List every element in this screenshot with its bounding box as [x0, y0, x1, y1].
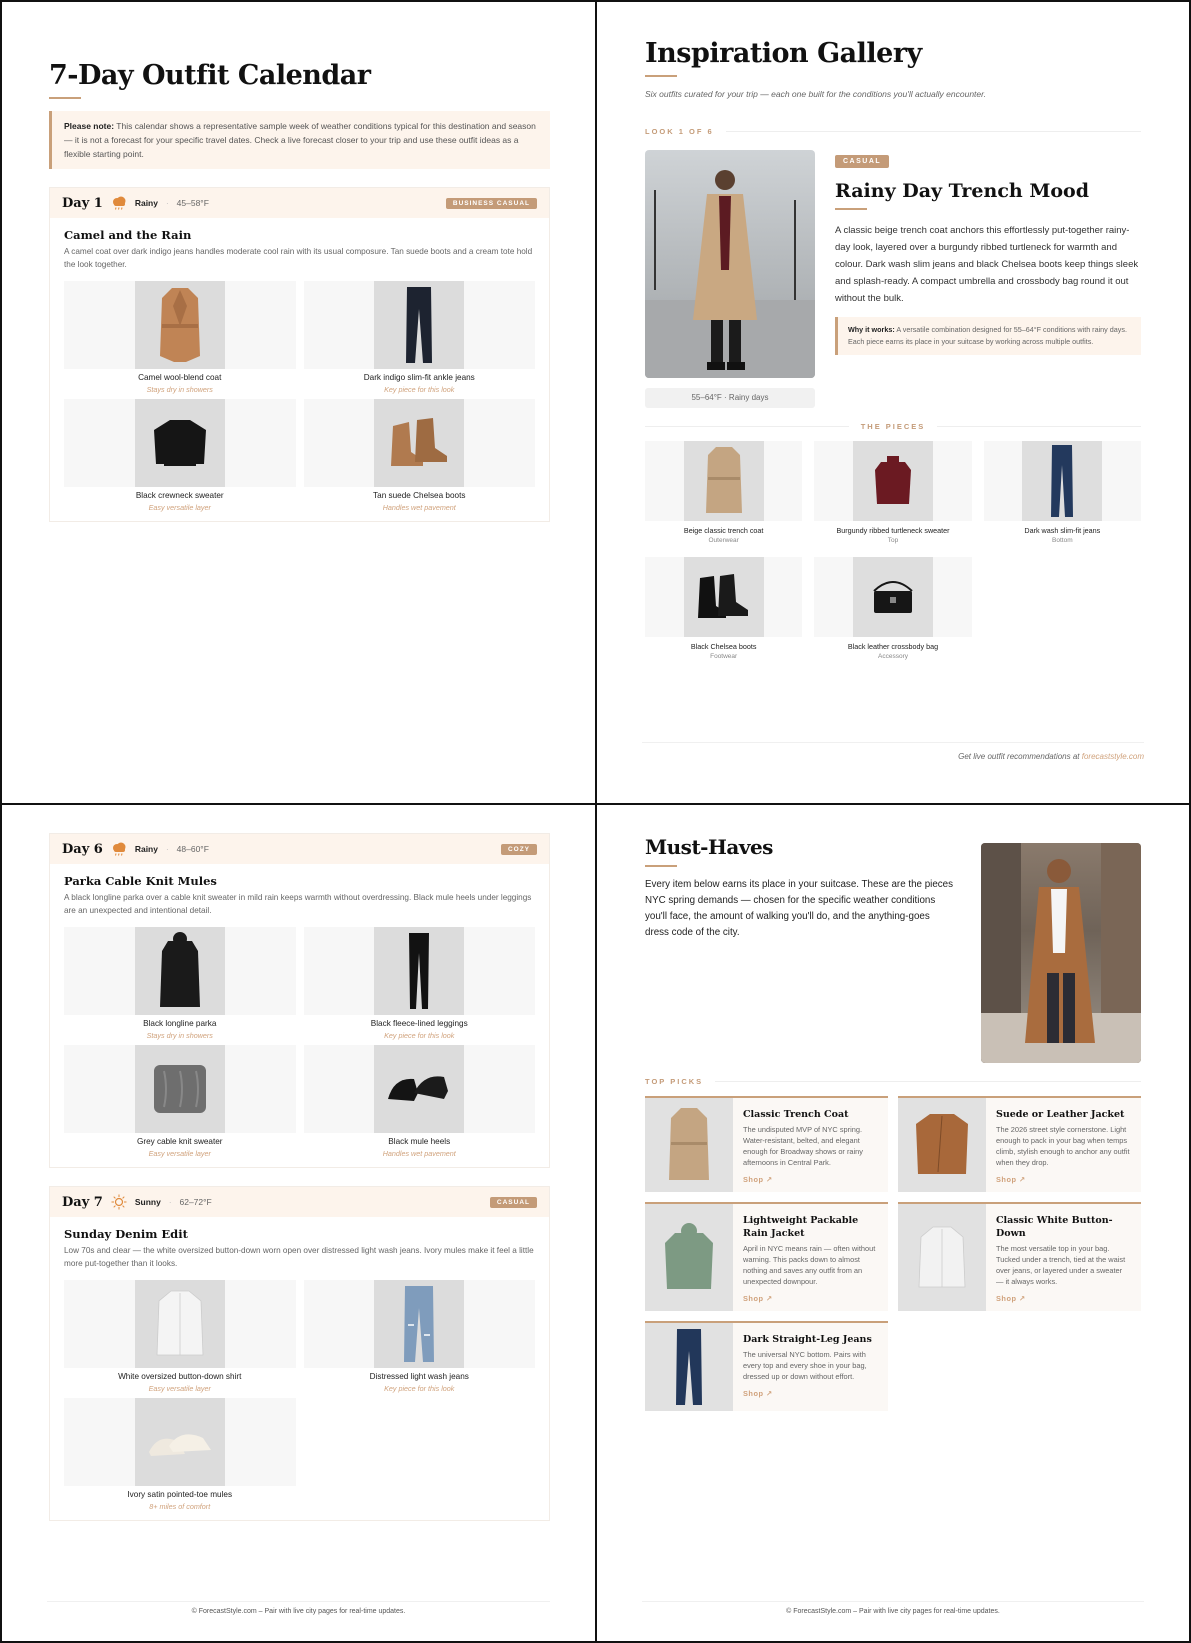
outfit-item[interactable] — [64, 1280, 296, 1396]
pick-card — [898, 1096, 1141, 1192]
item-note: Stays dry in showers — [146, 385, 213, 394]
top-picks-grid — [645, 1096, 1141, 1411]
item-note: Key piece for this look — [384, 1031, 455, 1040]
title-underline — [49, 97, 81, 99]
style-badge: BUSINESS CASUAL — [446, 198, 537, 209]
pieces-label: THE PIECES — [860, 422, 926, 431]
pick-card — [898, 1202, 1141, 1311]
look-card — [645, 150, 1141, 408]
style-badge: CASUAL — [490, 1197, 537, 1208]
trench-coat-image — [684, 441, 764, 521]
item-name: Tan suede Chelsea boots — [373, 491, 466, 500]
rain-cloud-icon — [111, 195, 127, 211]
pick-card — [645, 1096, 888, 1192]
style-badge: COZY — [501, 844, 537, 855]
page-outfit-calendar-continued — [0, 803, 597, 1643]
pick-card — [645, 1321, 888, 1411]
style-badge: CASUAL — [835, 155, 889, 168]
coat-image — [135, 281, 225, 369]
page-subtitle: Six outfits curated for your trip — each one built for the conditions you'll actually encounter. — [645, 89, 987, 99]
dark-jeans-image — [645, 1323, 733, 1411]
rain-jacket-image — [645, 1204, 733, 1311]
pick-title: Suede or Leather Jacket — [996, 1109, 1125, 1120]
day-header — [50, 188, 549, 218]
item-note: Key piece for this look — [384, 1384, 455, 1393]
item-note: Stays dry in showers — [146, 1031, 213, 1040]
item-name: White oversized button-down shirt — [118, 1372, 242, 1381]
weather-condition: Rainy — [134, 198, 158, 208]
piece-card[interactable] — [984, 441, 1141, 553]
why-it-works-note — [835, 317, 1141, 355]
piece-name: Black Chelsea boots — [690, 642, 757, 651]
pieces-divider — [645, 422, 1141, 431]
item-name: Black longline parka — [143, 1019, 217, 1028]
day-header — [50, 1187, 549, 1217]
jeans-image — [374, 281, 464, 369]
chelsea-boots-image — [684, 557, 764, 637]
look-photo[interactable] — [645, 150, 815, 378]
piece-name: Burgundy ribbed turtleneck sweater — [836, 526, 950, 535]
piece-card[interactable] — [814, 441, 971, 553]
pick-title: Lightweight Packable Rain Jacket — [743, 1215, 859, 1239]
mule-heels-image — [374, 1045, 464, 1133]
button-down-shirt-image — [135, 1280, 225, 1368]
outfit-item[interactable] — [64, 927, 296, 1043]
why-text: A versatile combination designed for 55–64°F conditions with rainy days. Each piece earns its place in your suitcase by working across multiple outfits. — [848, 325, 1127, 346]
light-wash-jeans-image — [374, 1280, 464, 1368]
item-note: Easy versatile layer — [148, 503, 211, 512]
pick-description: The undisputed MVP of NYC spring. Water-resistant, belted, and elegant enough for Broadway shows or rainy afternoons in Central Park. — [743, 1125, 863, 1167]
day-label: Day 6 — [62, 841, 103, 857]
pick-description: The most versatile top in your bag. Tucked under a trench, tied at the waist over jeans, or layered under a sweater — it always works. — [996, 1244, 1126, 1286]
disclaimer-note — [49, 111, 550, 169]
shop-link[interactable]: Shop ↗ — [996, 1175, 1026, 1184]
pick-title: Classic Trench Coat — [743, 1109, 849, 1120]
jeans-image — [1022, 441, 1102, 521]
must-haves-intro: Every item below earns its place in your suitcase. These are the pieces NYC spring demands — chosen for the specific weather conditions you'll face, the amount of walking you'll do, and the anything-goes dress code of the city. — [645, 879, 954, 938]
ivory-mules-image — [135, 1398, 225, 1486]
trench-coat-image — [645, 1098, 733, 1192]
look-description: A classic beige trench coat anchors this effortlessly put-together rainy-day look, layered over a burgundy ribbed turtleneck for warmth and colour. Dark wash slim jeans and black Chelsea boots keep things sleek and splash-ready. A compact umbrella and crossbody bag round it out without the bulk. — [835, 225, 1139, 304]
temperature-range: 62–72°F — [179, 1197, 212, 1207]
outfit-description: Low 70s and clear — the white oversized button-down worn open over distressed light wash jeans. Ivory mules make it feel a little more put-together than it looks. — [64, 1246, 534, 1268]
pick-card — [645, 1202, 888, 1311]
white-shirt-image — [898, 1204, 986, 1311]
outfit-item[interactable] — [64, 281, 296, 397]
outfit-items-grid — [64, 1280, 535, 1514]
outfit-items-grid — [64, 927, 535, 1161]
weather-condition: Sunny — [134, 1197, 161, 1207]
shop-link[interactable]: Shop ↗ — [743, 1175, 773, 1184]
outfit-item[interactable] — [64, 1398, 296, 1514]
outfit-description: A black longline parka over a cable knit sweater in mild rain keeps warmth without overdressing. Black mule heels under leggings are an unexpected and intentional detail. — [64, 893, 532, 915]
day-card-7 — [49, 1186, 550, 1521]
pick-title: Dark Straight-Leg Jeans — [743, 1334, 872, 1345]
pieces-grid — [645, 441, 1141, 669]
item-note: Easy versatile layer — [148, 1384, 211, 1393]
outfit-item[interactable] — [304, 399, 536, 515]
page-outfit-calendar — [0, 0, 597, 805]
page-must-haves — [595, 803, 1191, 1643]
temperature-range: 45–58°F — [176, 198, 209, 208]
item-name: Black mule heels — [388, 1137, 451, 1146]
outfit-title: Camel and the Rain — [64, 228, 192, 242]
page-title: 7-Day Outfit Calendar — [49, 60, 371, 91]
piece-name: Black leather crossbody bag — [847, 642, 939, 651]
look-title-underline — [835, 208, 867, 210]
piece-category: Accessory — [878, 653, 908, 660]
pick-title: Classic White Button-Down — [996, 1215, 1113, 1239]
rain-cloud-icon — [111, 841, 127, 857]
page-footer: © ForecastStyle.com – Pair with live city pages for real-time updates. — [642, 1601, 1144, 1615]
weather-condition: Rainy — [134, 844, 158, 854]
outfit-item[interactable] — [304, 281, 536, 397]
item-note: Handles wet pavement — [382, 1149, 456, 1158]
look-counter — [645, 127, 1141, 136]
note-label: Please note: — [64, 121, 115, 131]
look-caption: 55–64°F · Rainy days — [645, 388, 815, 408]
item-name: Black crewneck sweater — [135, 491, 224, 500]
shop-link[interactable]: Shop ↗ — [996, 1294, 1026, 1303]
pick-description: The 2026 street style cornerstone. Light enough to pack in your bag when temps climb, stylish enough to anchor any outfit when they drop. — [996, 1125, 1130, 1167]
page-title: Inspiration Gallery — [645, 38, 922, 69]
outfit-item[interactable] — [304, 1045, 536, 1161]
turtleneck-image — [853, 441, 933, 521]
item-name: Ivory satin pointed-toe mules — [127, 1490, 233, 1499]
outfit-title: Sunday Denim Edit — [64, 1227, 188, 1241]
pick-description: The universal NYC bottom. Pairs with every top and every shoe in your bag, dressed up or down without effort. — [743, 1350, 867, 1381]
outfit-item[interactable] — [64, 1045, 296, 1161]
temperature-range: 48–60°F — [176, 844, 209, 854]
cable-knit-sweater-image — [135, 1045, 225, 1133]
top-picks-divider — [645, 1077, 1141, 1086]
shop-link[interactable]: Shop ↗ — [743, 1389, 773, 1398]
piece-category: Bottom — [1052, 537, 1073, 544]
item-name: Dark indigo slim-fit ankle jeans — [363, 373, 475, 382]
sweater-image — [135, 399, 225, 487]
boots-image — [374, 399, 464, 487]
title-underline — [645, 865, 677, 867]
look-title: Rainy Day Trench Mood — [835, 180, 1089, 202]
day-label: Day 7 — [62, 1194, 103, 1210]
look-counter-label: LOOK 1 OF 6 — [645, 127, 714, 136]
outfit-item[interactable] — [304, 1280, 536, 1396]
outfit-items-grid — [64, 281, 535, 515]
piece-card[interactable] — [645, 557, 802, 669]
day-card-6 — [49, 833, 550, 1168]
item-name: Black fleece-lined leggings — [370, 1019, 468, 1028]
piece-category: Footwear — [710, 653, 738, 660]
title-underline — [645, 75, 677, 77]
page-inspiration-gallery — [595, 0, 1191, 805]
forecaststyle-link[interactable]: forecaststyle.com — [1081, 752, 1144, 761]
page-title: Must-Haves — [645, 835, 773, 859]
piece-name: Dark wash slim-fit jeans — [1024, 526, 1101, 535]
day-card-1 — [49, 187, 550, 522]
day-header — [50, 834, 549, 864]
separator-dot: · — [165, 844, 169, 854]
crossbody-bag-image — [853, 557, 933, 637]
piece-card[interactable] — [645, 441, 802, 553]
piece-name: Beige classic trench coat — [683, 526, 764, 535]
why-label: Why it works: — [848, 325, 895, 334]
outfit-item[interactable] — [64, 399, 296, 515]
item-name: Camel wool-blend coat — [138, 373, 222, 382]
leggings-image — [374, 927, 464, 1015]
street-style-photo[interactable] — [981, 843, 1141, 1063]
sun-icon — [111, 1194, 127, 1210]
piece-category: Top — [887, 537, 899, 544]
item-name: Grey cable knit sweater — [136, 1137, 223, 1146]
shop-link[interactable]: Shop ↗ — [743, 1294, 773, 1303]
outfit-description: A camel coat over dark indigo jeans handles moderate cool rain with its usual composure. Tan suede boots and a cream tote hold the look together. — [64, 247, 533, 269]
outfit-item[interactable] — [304, 927, 536, 1043]
day-label: Day 1 — [62, 195, 103, 211]
separator-dot: · — [165, 198, 169, 208]
item-note: Key piece for this look — [384, 385, 455, 394]
leather-jacket-image — [898, 1098, 986, 1192]
footer-text: Get live outfit recommendations at — [958, 752, 1082, 761]
item-note: Handles wet pavement — [382, 503, 456, 512]
item-note: Easy versatile layer — [148, 1149, 211, 1158]
item-name: Distressed light wash jeans — [369, 1372, 469, 1381]
pick-description: April in NYC means rain — often without warning. This packs down to almost nothing and saves any outfit from an unexpected downpour. — [743, 1244, 876, 1286]
piece-category: Outerwear — [708, 537, 739, 544]
item-note: 8+ miles of comfort — [149, 1502, 211, 1511]
separator-dot: · — [168, 1197, 172, 1207]
parka-image — [135, 927, 225, 1015]
piece-card[interactable] — [814, 557, 971, 669]
page-footer — [642, 742, 1144, 761]
top-picks-label: TOP PICKS — [645, 1077, 704, 1086]
page-footer: © ForecastStyle.com – Pair with live city pages for real-time updates. — [47, 1601, 550, 1615]
outfit-title: Parka Cable Knit Mules — [64, 874, 217, 888]
note-text: This calendar shows a representative sample week of weather conditions typical for this destination and season — it is not a forecast for your specific travel dates. Check a live forecast closer to your trip and use these outfit ideas as a flexible starting point. — [64, 121, 536, 159]
